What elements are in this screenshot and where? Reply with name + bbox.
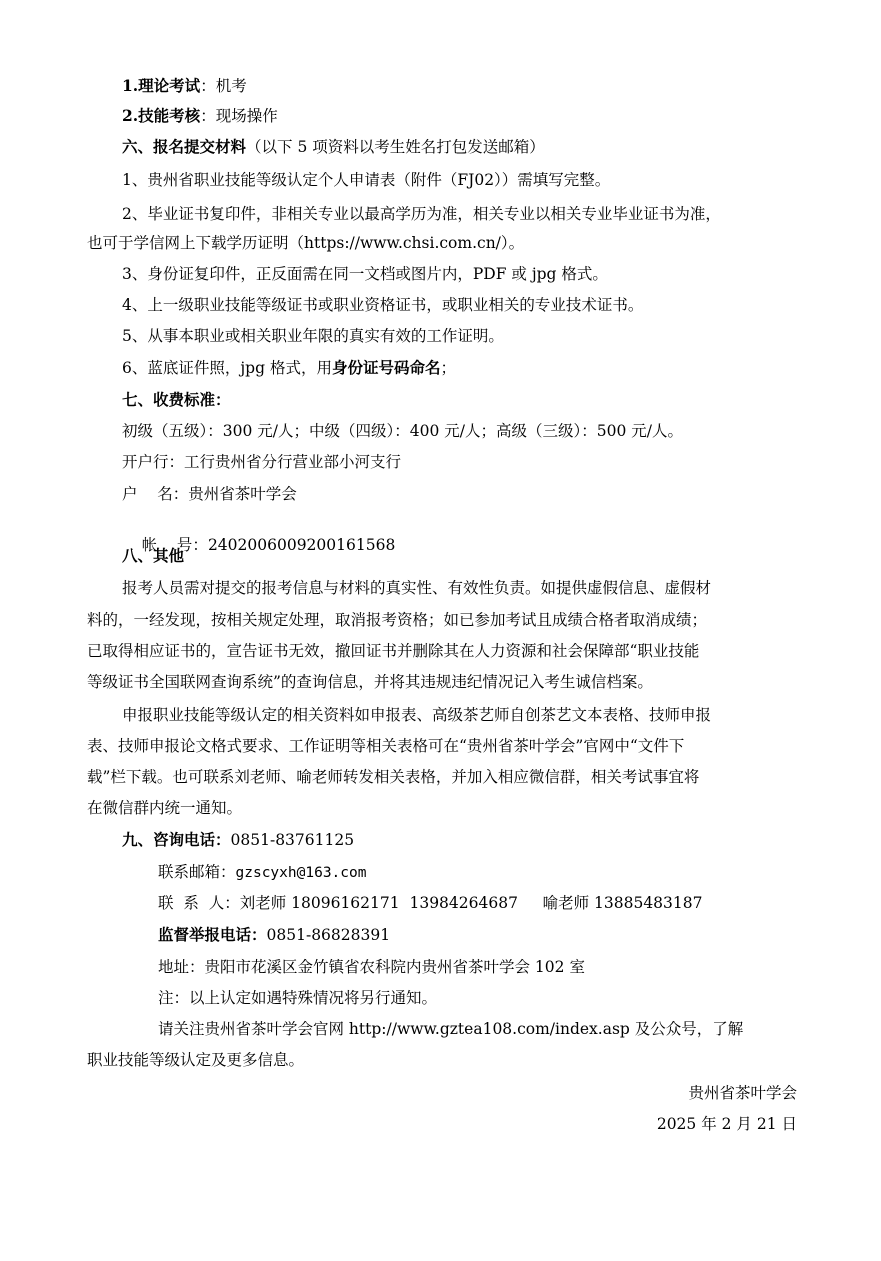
other-p2-line4: 在微信群内统一通知。 [87, 799, 243, 817]
material-item-5: 5、从事本职业或相关职业年限的真实有效的工作证明。 [122, 327, 504, 345]
contacts-line: 联 系 人：刘老师 18096162171 13984264687 喻老师 13885483187 [158, 894, 703, 912]
material-item-4: 4、上一级职业技能等级证书或职业资格证书，或职业相关的专业技术证书。 [122, 296, 644, 314]
other-p2-line3: 载”栏下载。也可联系刘老师、喻老师转发相关表格，并加入相应微信群，相关考试事宜将 [87, 768, 700, 786]
account-number-label: 帐 号： [141, 536, 208, 554]
section-7-title: 七、收费标准： [122, 390, 231, 409]
material-item-6-suffix: ； [440, 359, 456, 377]
fee-standard: 初级（五级）：300 元/人；中级（四级）：400 元/人；高级（三级）：500 元/人。 [122, 422, 683, 440]
section-9-title: 九、咨询电话： [122, 830, 231, 849]
other-p1-line3: 已取得相应证书的，宣告证书无效，撤回证书并删除其在人力资源和社会保障部“职业技能 [87, 642, 700, 660]
follow-line-2: 职业技能等级认定及更多信息。 [87, 1051, 305, 1069]
section-9-heading [122, 830, 354, 850]
other-p1-line1: 报考人员需对提交的报考信息与材料的真实性、有效性负责。如提供虚假信息、虚假材 [122, 579, 712, 597]
account-name: 户 名：贵州省茶叶学会 [122, 485, 297, 503]
account-number-line [122, 515, 395, 575]
material-item-3: 3、身份证复印件，正反面需在同一文档或图片内，PDF 或 jpg 格式。 [122, 265, 608, 283]
section-6-heading [122, 137, 545, 157]
material-item-1: 1、贵州省职业技能等级认定个人申请表（附件（FJ02））需填写完整。 [122, 171, 611, 189]
address-line: 地址：贵阳市花溪区金竹镇省农科院内贵州省茶叶学会 102 室 [158, 958, 585, 976]
email-label: 联系邮箱： [158, 863, 236, 881]
other-p1-line2: 料的，一经发现，按相关规定处理，取消报考资格；如已参加考试且成绩合格者取消成绩； [87, 611, 708, 629]
supervise-label: 监督举报电话： [158, 925, 267, 944]
material-item-2-cont: 也可于学信网上下载学历证明（https://www.chsi.com.cn/）。 [87, 234, 525, 252]
section-6-title: 六、报名提交材料 [122, 137, 247, 156]
supervise-line [158, 925, 390, 945]
other-p2-line2: 表、技师申报论文格式要求、工作证明等相关表格可在“贵州省茶叶学会”官网中“文件下 [87, 737, 685, 755]
material-item-2: 2、毕业证书复印件，非相关专业以最高学历为准，相关专业以相关专业毕业证书为准， [122, 205, 721, 223]
consult-phone: 0851-83761125 [230, 831, 355, 849]
email-line [158, 862, 366, 883]
theory-exam-line [122, 76, 247, 96]
material-item-6-text: 6、蓝底证件照，jpg 格式，用 [122, 359, 332, 377]
other-p1-line4: 等级证书全国联网查询系统”的查询信息，并将其违规违纪情况记入考生诚信档案。 [87, 673, 653, 691]
theory-exam-label: 1.理论考试 [122, 76, 201, 95]
section-6-note: （以下 5 项资料以考生姓名打包发送邮箱） [246, 138, 545, 156]
material-item-6 [122, 358, 456, 378]
skill-exam-value: ：现场操作 [200, 107, 278, 125]
bank-info: 开户行：工行贵州省分行营业部小河支行 [122, 453, 402, 471]
material-item-6-bold: 身份证号码命名 [331, 358, 441, 377]
signature-org: 贵州省茶叶学会 [688, 1084, 797, 1102]
signature-date: 2025 年 2 月 21 日 [656, 1115, 797, 1133]
other-p2-line1: 申报职业技能等级认定的相关资料如申报表、高级茶艺师自创茶艺文本表格、技师申报 [122, 706, 712, 724]
theory-exam-value: ：机考 [200, 77, 247, 95]
section-8-title: 八、其他 [122, 546, 185, 565]
supervise-phone: 0851-86828391 [266, 926, 391, 944]
follow-line-1: 请关注贵州省茶叶学会官网 http://www.gztea108.com/index.asp 及公众号，了解 [158, 1020, 744, 1038]
email-address: gzscyxh@163.com [235, 865, 367, 881]
notice-line: 注：以上认定如遇特殊情况将另行通知。 [158, 989, 438, 1007]
account-number: 2402006009200161568 [207, 536, 396, 554]
skill-exam-line [122, 106, 278, 126]
skill-exam-label: 2.技能考核 [122, 106, 201, 125]
